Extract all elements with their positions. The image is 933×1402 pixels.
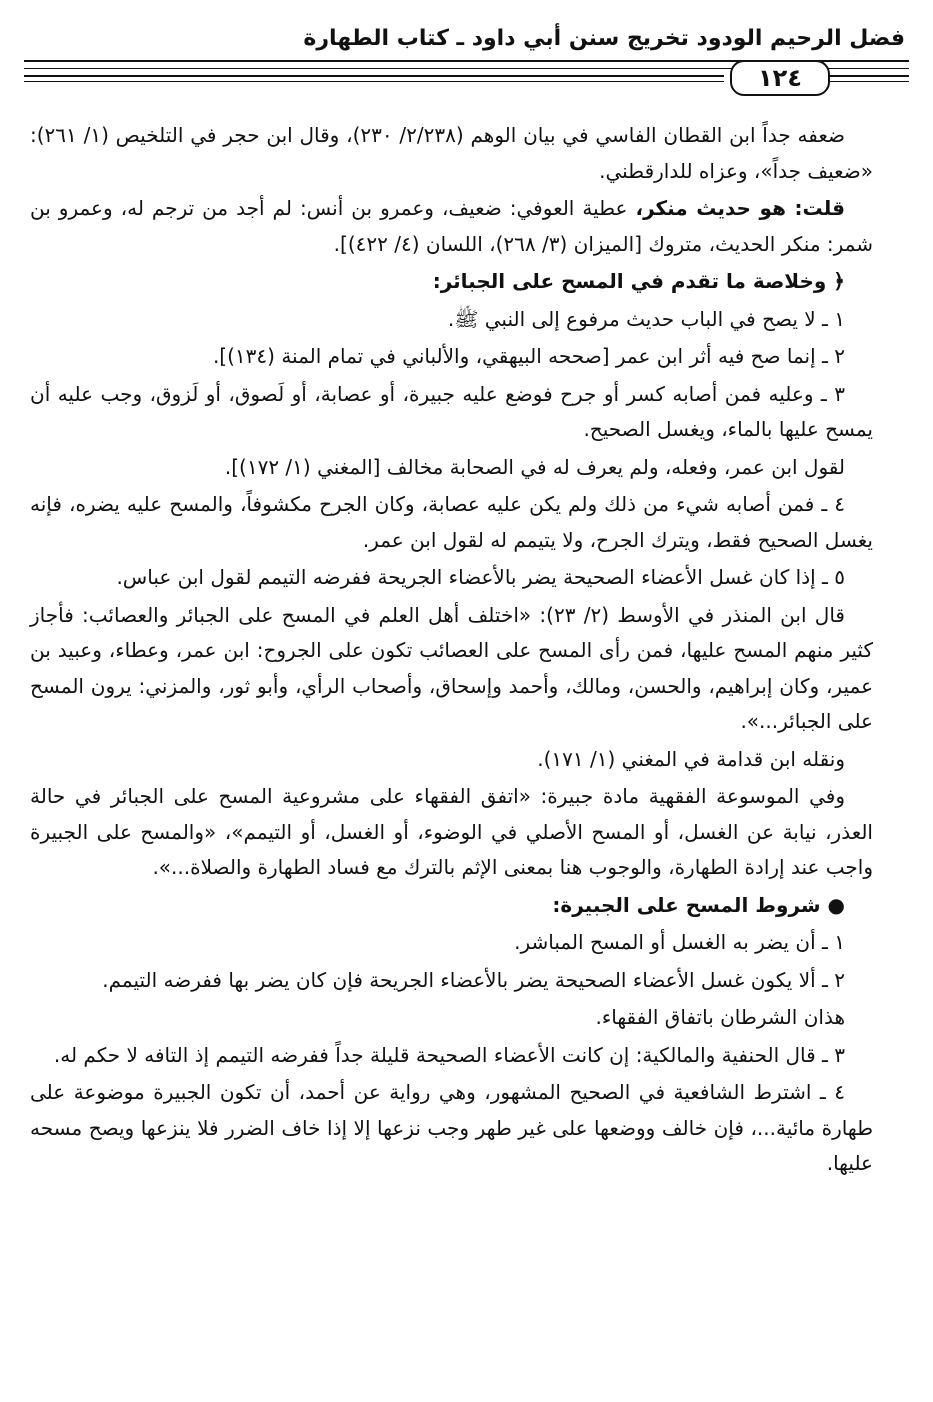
list-item: ٢ ـ ألا يكون غسل الأعضاء الصحيحة يضر بالأعضاء الجريحة فإن كان يضر بها ففرضه التيمم. [102, 967, 845, 992]
section-heading: ﴿ وخلاصة ما تقدم في المسح على الجبائر: [432, 269, 845, 293]
paragraph: ونقله ابن قدامة في المغني (١/ ١٧١). [537, 746, 845, 771]
list-item: ٤ ـ فمن أصابه شيء من ذلك ولم يكن عليه عصابة، وكان الجرح مكشوفاً، والمسح عليه يضره، فإنه يغسل الصحيح فقط، ويترك الجرح، ولا يتيمم له لقول ابن عمر. [30, 492, 873, 552]
page-number: ١٢٤ [730, 60, 830, 96]
paragraph [30, 191, 873, 262]
ornament-line [24, 75, 724, 77]
list-item: ٤ ـ اشترط الشافعية في الصحيح المشهور، وهي رواية عن أحمد، أن تكون الجبيرة موضوعة على طهارة مائية...، فإن خالف ووضعها على غير طهر وجب نزعها إلا إذا خاف الضرر فلا ينزعها ويصح مسحه عليها. [30, 1080, 873, 1175]
list-item: ١ ـ أن يضر به الغسل أو المسح المباشر. [514, 930, 845, 954]
list-item: ٣ ـ قال الحنفية والمالكية: إن كانت الأعضاء الصحيحة قليلة جداً ففرضه التيمم إذ التافه لا حكم له. [53, 1042, 845, 1067]
paragraph-text: ضعفه جداً ابن القطان الفاسي في بيان الوهم (٢/٢٣٨/ ٢٣٠)، وقال ابن حجر في التلخيص (١/ ٢٦١): «ضعيف جداً»، وعزاه للدارقطني. [30, 123, 873, 183]
quote-paragraph: وفي الموسوعة الفقهية مادة جبيرة: «اتفق الفقهاء على مشروعية المسح على الجبائر في حالة العذر، نيابة عن الغسل، أو المسح الأصلي في الوضوء، أو الغسل، أو التيمم»، «والمسح على الجبيرة واجب عند إرادة الطهارة، والوجوب هنا بمعنى الإثم بالترك مع فساد الطهارة والصلاة...». [30, 784, 873, 879]
list-item: ٢ ـ إنما صح فيه أثر ابن عمر [صححه البيهقي، والألباني في تمام المنة (١٣٤)]. [212, 344, 845, 368]
paragraph: هذان الشرطان باتفاق الفقهاء. [595, 1005, 845, 1029]
ornament-line-thin [24, 81, 724, 82]
page-body [30, 118, 873, 1184]
paragraph-text: عطية العوفي: ضعيف، وعمرو بن أنس: لم أجد من ترجم له، وعمرو بن شمر: منكر الحديث، متروك [الميزان (٣/ ٢٦٨)، اللسان (٤/ ٤٢٢)]. [30, 196, 873, 256]
list-item: ٣ ـ وعليه فمن أصابه كسر أو جرح فوضع عليه جبيرة، أو عصابة، أو لَصوق، أو لَزوق، وجب عليه أن يمسح عليها بالماء، ويغسل الصحيح. [30, 381, 873, 441]
paragraph: لقول ابن عمر، وفعله، ولم يعرف له في الصحابة مخالف [المغني (١/ ١٧٢)]. [224, 454, 845, 479]
section-heading: ● شروط المسح على الجبيرة: [552, 892, 845, 917]
list-item: ١ ـ لا يصح في الباب حديث مرفوع إلى النبي ﷺ. [447, 306, 845, 331]
ornament-line-thin [829, 81, 909, 82]
quote-paragraph: قال ابن المنذر في الأوسط (٢/ ٢٣): «اختلف أهل العلم في المسح على الجبائر والعصائب: فأجاز كثير منهم المسح عليها، فمن رأى المسح على العصائب تكون على الجروح: ابن عمر، وعطاء، وعبيد بن عمير، وكان إبراهيم، والحسن، ومالك، وأحمد وإسحاق، وأصحاب الرأي، وأبو ثور، والمزني: يرون المسح على الجبائر...». [30, 602, 873, 733]
list-item: ٥ ـ إذا كان غسل الأعضاء الصحيحة يضر بالأعضاء الجريحة ففرضه التيمم لقول ابن عباس. [116, 565, 845, 589]
paragraph [30, 118, 873, 189]
running-title: فضل الرحيم الودود تخريج سنن أبي داود ـ كتاب الطهارة [303, 26, 905, 51]
ornament-line [829, 75, 909, 77]
paragraph-lead: قلت: هو حديث منكر، [635, 196, 845, 220]
page-number-bar [0, 58, 933, 94]
